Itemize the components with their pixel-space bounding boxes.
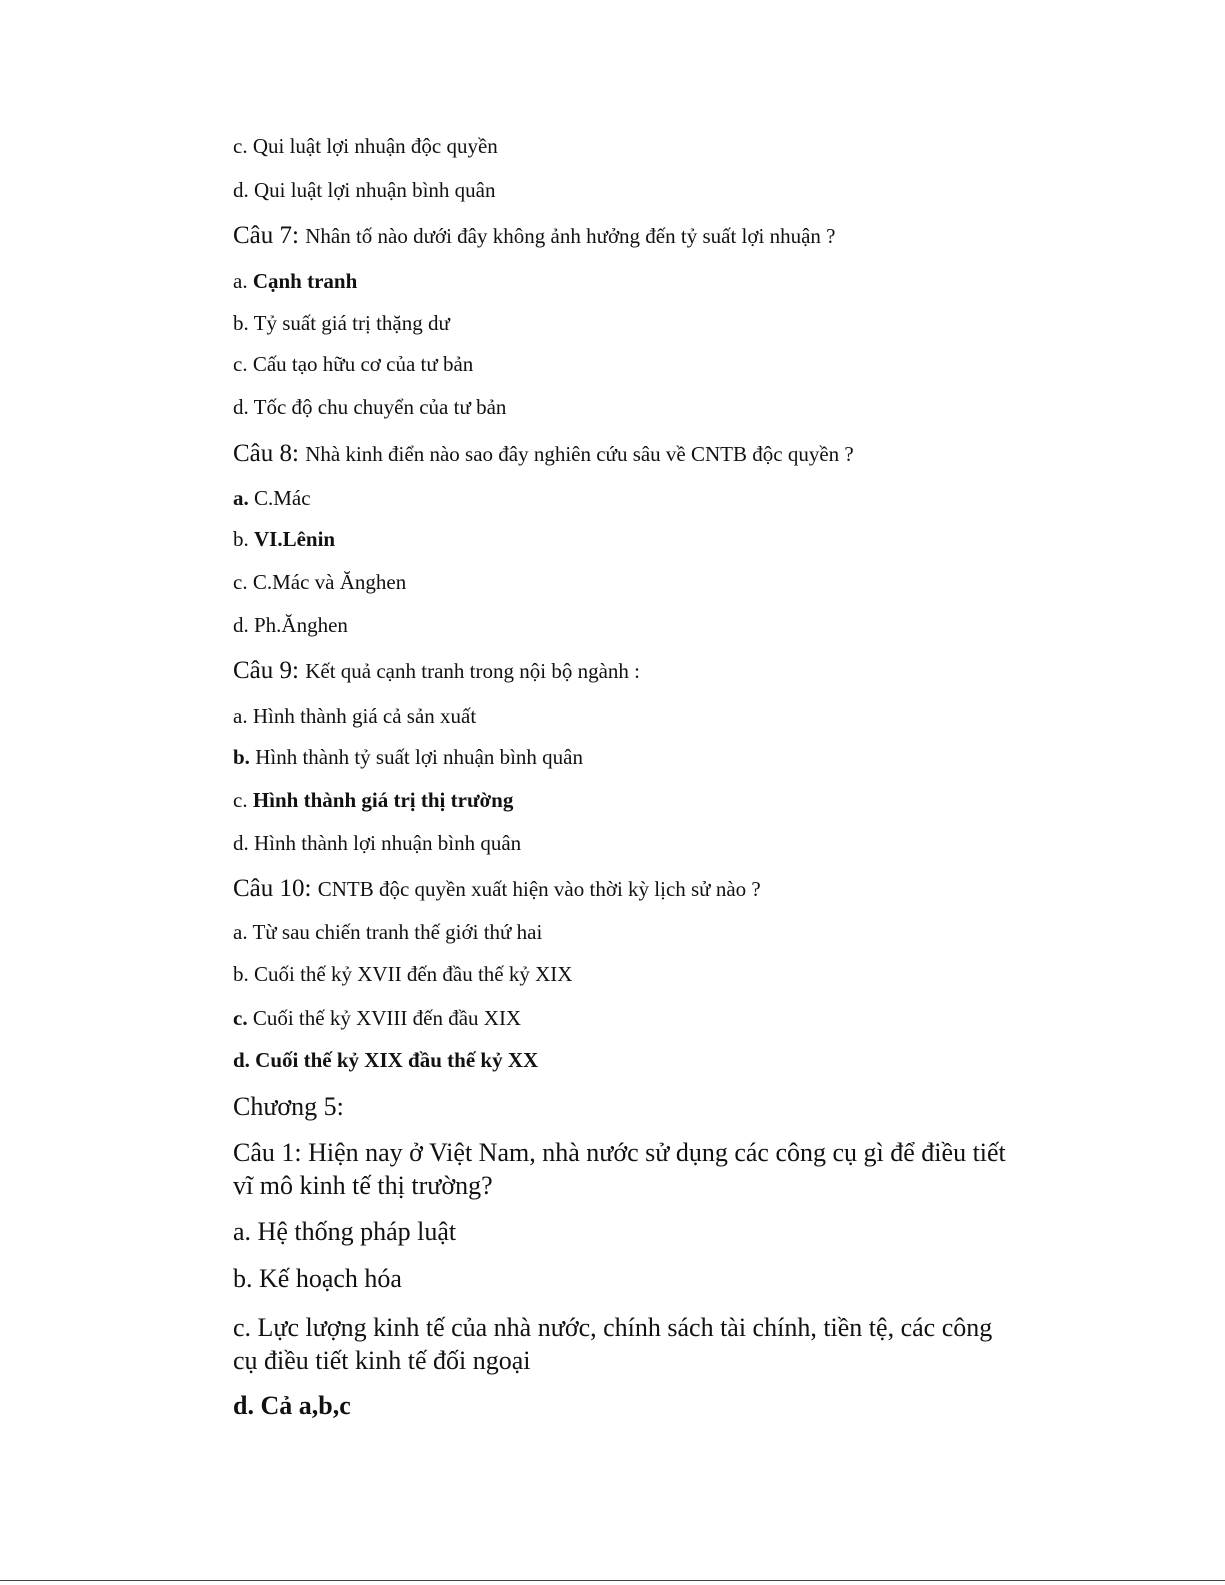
option-prefix: d. [233, 831, 254, 855]
answer-option-d [233, 180, 496, 201]
option-prefix: c. [233, 352, 253, 376]
answer-option-a: a. Hệ thống pháp luật [233, 1217, 457, 1246]
question-7 [233, 223, 835, 248]
option-prefix: c. [233, 570, 253, 594]
option-text: Tốc độ chu chuyển của tư bản [253, 395, 507, 419]
question-label: Câu 9: [233, 657, 306, 684]
option-text: C.Mác [248, 486, 311, 510]
option-text: Hình thành lợi nhuận bình quân [254, 831, 522, 855]
question-9 [233, 658, 640, 683]
option-prefix: b. [233, 311, 254, 335]
question-label: Câu 10: [233, 875, 318, 902]
option-text: Ph.Ănghen [254, 613, 348, 637]
answer-option-c [233, 572, 406, 593]
option-text-correct: VI.Lênin [254, 527, 336, 551]
option-prefix: a. [233, 704, 253, 728]
option-prefix: d. [233, 613, 254, 637]
option-text: Cuối thế kỷ XVIII đến đầu XIX [247, 1006, 522, 1030]
option-text-correct: Cạnh tranh [252, 269, 358, 293]
option-prefix: d. [233, 395, 254, 419]
answer-option-a [233, 488, 311, 509]
chapter5-question-1: Câu 1: Hiện nay ở Việt Nam, nhà nước sử dụng các công cụ gì để điều tiết vĩ mô kinh tế thị trường? [233, 1138, 1006, 1200]
answer-option-a [233, 706, 476, 727]
question-8 [233, 441, 854, 466]
answer-option-b: b. Kế hoạch hóa [233, 1264, 402, 1293]
chapter-heading: Chương 5: [233, 1092, 344, 1121]
answer-option-b [233, 313, 450, 334]
option-prefix: b. [233, 527, 254, 551]
question-text: Nhà kinh điển nào sao đây nghiên cứu sâu về CNTB độc quyền ? [305, 442, 854, 466]
answer-option-b [233, 747, 583, 768]
question-10 [233, 876, 761, 901]
option-prefix: a. [233, 269, 253, 293]
answer-option-c [233, 1008, 521, 1029]
answer-option-d [233, 615, 348, 636]
option-text: Từ sau chiến tranh thế giới thứ hai [252, 920, 543, 944]
answer-option-d-correct: d. Cuối thế kỷ XIX đầu thế kỷ XX [233, 1048, 539, 1072]
question-text: CNTB độc quyền xuất hiện vào thời kỳ lịch sử nào ? [317, 877, 761, 901]
answer-option-d-correct: d. Cả a,b,c [233, 1391, 351, 1420]
option-prefix: b. [233, 745, 250, 769]
answer-option-a [233, 922, 542, 943]
option-prefix: d. [233, 178, 254, 202]
option-text-correct: Hình thành giá trị thị trường [252, 788, 514, 812]
question-label: Câu 7: [233, 222, 306, 249]
answer-option-a [233, 271, 357, 292]
option-text: Hình thành tỷ suất lợi nhuận bình quân [249, 745, 584, 769]
option-prefix: b. [233, 962, 254, 986]
option-prefix: a. [233, 486, 249, 510]
answer-option-c: c. Lực lượng kinh tế của nhà nước, chính sách tài chính, tiền tệ, các công cụ điều tiết kinh tế đối ngoại [233, 1313, 993, 1375]
question-text: Nhân tố nào dưới đây không ảnh hưởng đến tỷ suất lợi nhuận ? [305, 224, 836, 248]
option-text: Tỷ suất giá trị thặng dư [253, 311, 450, 335]
option-text: C.Mác và Ănghen [252, 570, 407, 594]
option-text: Qui luật lợi nhuận bình quân [254, 178, 496, 202]
answer-option-c [233, 136, 498, 157]
answer-option-b [233, 964, 572, 985]
answer-option-b [233, 529, 335, 550]
page-bottom-rule [0, 1580, 1225, 1581]
answer-option-d [233, 397, 506, 418]
option-text: Cấu tạo hữu cơ của tư bản [252, 352, 474, 376]
option-prefix: c. [233, 1006, 248, 1030]
answer-option-d [233, 833, 521, 854]
option-text: Hình thành giá cả sản xuất [252, 704, 477, 728]
question-text: Kết quả cạnh tranh trong nội bộ ngành : [305, 659, 640, 683]
option-text: Qui luật lợi nhuận độc quyền [252, 134, 498, 158]
option-prefix: a. [233, 920, 253, 944]
answer-option-c [233, 354, 473, 375]
option-text: Cuối thế kỷ XVII đến đầu thế kỷ XIX [254, 962, 573, 986]
question-label: Câu 8: [233, 440, 306, 467]
option-prefix: c. [233, 788, 253, 812]
option-prefix: c. [233, 134, 253, 158]
answer-option-c [233, 790, 513, 811]
